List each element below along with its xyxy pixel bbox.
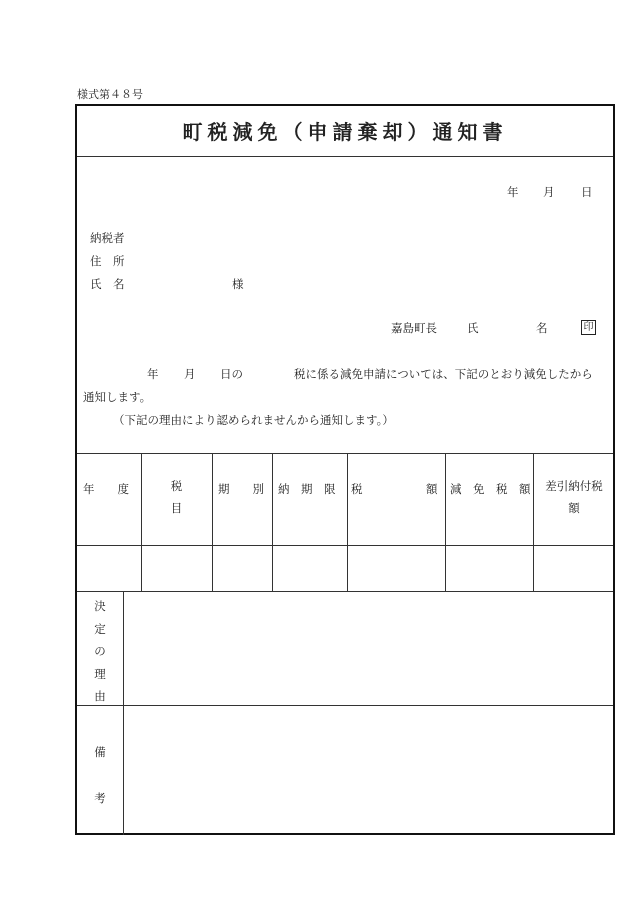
header-payable-1: 差引納付税 xyxy=(545,479,603,493)
header-tax-amount-2: 額 xyxy=(426,482,438,496)
decision-char: 由 xyxy=(94,689,106,703)
table-bottom-border xyxy=(77,591,613,592)
decision-reason-label xyxy=(77,595,123,708)
address-label: 住 所 xyxy=(90,254,125,268)
seal-mark xyxy=(581,319,596,335)
table-col-divider xyxy=(533,453,534,591)
header-tax-item-1: 税 xyxy=(170,479,183,493)
table-col-divider xyxy=(272,453,273,591)
body-date-day: 日の xyxy=(220,367,243,381)
date-month-label: 月 xyxy=(543,185,555,199)
form-title: 町税減免（申請棄却）通知書 xyxy=(77,106,613,157)
header-due-date: 納 期 限 xyxy=(278,482,336,496)
body-line-3: （下記の理由により認められませんから通知します。） xyxy=(113,413,394,427)
form-number: 様式第４８号 xyxy=(77,88,143,101)
body-date-month: 月 xyxy=(184,367,196,381)
table-col-divider xyxy=(347,453,348,591)
seal-icon: 印 xyxy=(581,320,596,335)
decision-char: 定 xyxy=(94,621,106,636)
notice-form xyxy=(75,104,615,835)
decision-bottom-border xyxy=(77,705,613,706)
header-period: 期 別 xyxy=(218,482,264,496)
remarks-label xyxy=(77,729,123,821)
honorific-label: 様 xyxy=(232,277,244,291)
header-tax-item xyxy=(141,475,212,519)
table-col-divider xyxy=(445,453,446,591)
table-col-divider xyxy=(141,453,142,591)
table-col-divider xyxy=(212,453,213,591)
date-year-label: 年 xyxy=(507,185,519,199)
decision-char: の xyxy=(94,644,106,658)
body-line-1: 税に係る減免申請については、下記のとおり減免したから xyxy=(294,367,593,381)
body-date-year: 年 xyxy=(147,367,159,381)
header-year: 年 度 xyxy=(83,482,129,496)
remarks-char: 考 xyxy=(94,791,106,805)
header-payable-2: 額 xyxy=(568,501,580,515)
taxpayer-label: 納税者 xyxy=(90,231,125,245)
decision-char: 理 xyxy=(94,666,106,681)
decision-char: 決 xyxy=(94,599,106,613)
header-tax-item-2: 目 xyxy=(170,501,183,515)
name-label: 氏 名 xyxy=(90,277,125,291)
mayor-name-label: 氏 名 xyxy=(467,321,548,335)
header-reduction-amount: 減 免 税 額 xyxy=(450,482,531,496)
body-line-2: 通知します。 xyxy=(83,390,152,404)
header-payable-amount xyxy=(533,475,615,519)
header-tax-amount-1: 税 xyxy=(351,482,363,496)
date-day-label: 日 xyxy=(581,185,593,199)
remarks-char: 備 xyxy=(94,745,106,759)
label-col-divider xyxy=(123,591,124,835)
mayor-title: 嘉島町長 xyxy=(391,321,437,335)
